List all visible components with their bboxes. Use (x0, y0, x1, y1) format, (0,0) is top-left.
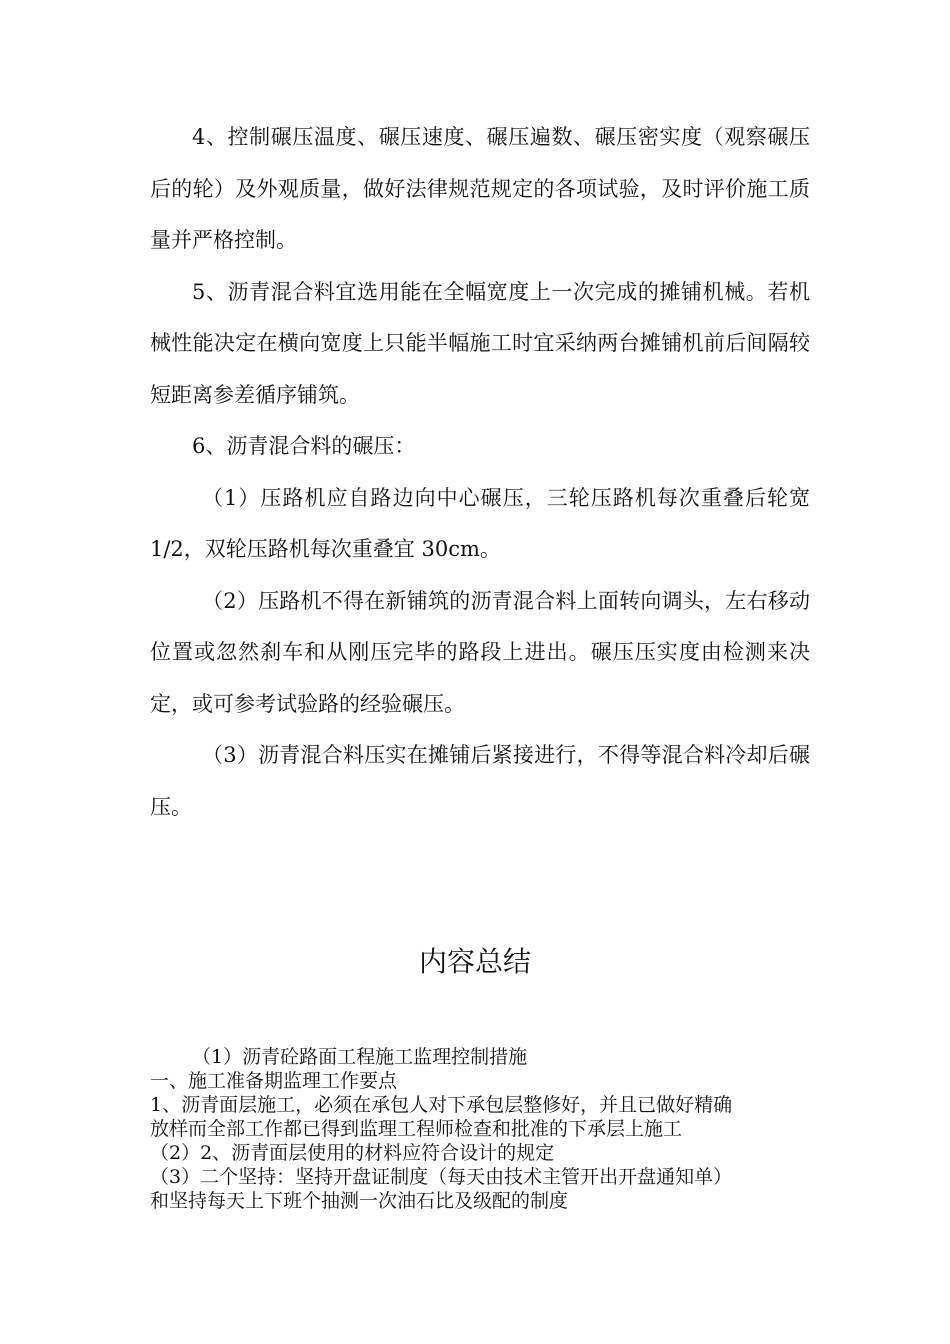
body-text (150, 112, 810, 833)
summary-line: （2）2、沥青面层使用的材料应符合设计的规定 (150, 1142, 555, 1164)
summary-block (150, 1045, 810, 1213)
paragraph-rolling-control: 4、控制碾压温度、碾压速度、碾压遍数、碾压密实度（观察碾压后的轮）及外观质量，做好法律规范规定的各项试验，及时评价施工质量并严格控制。 (150, 125, 810, 252)
summary-line: （1）沥青砼路面工程施工监理控制措施 (192, 1046, 528, 1068)
summary-line: 一、施工准备期监理工作要点 (150, 1070, 398, 1092)
summary-line: 放样而全部工作都已得到监理工程师检查和批准的下承层上施工 (150, 1118, 683, 1140)
paragraph-rolling-heading: 6、沥青混合料的碾压： (192, 434, 416, 458)
summary-line: 和坚持每天上下班个抽测一次油石比及级配的制度 (150, 1190, 569, 1212)
summary-title: 内容总结 (418, 945, 531, 978)
summary-line: 1、沥青面层施工，必须在承包人对下承包层整修好，并且已做好精确 (150, 1094, 733, 1116)
paragraph-paver-selection: 5、沥青混合料宜选用能在全幅宽度上一次完成的摊铺机械。若机械性能决定在横向宽度上只能半幅施工时宜采纳两台摊铺机前后间隔较短距离参差循序铺筑。 (150, 279, 810, 407)
summary-line: （3）二个坚持：坚持开盘证制度（每天由技术主管开出开盘通知单） (150, 1166, 733, 1188)
paragraph-rolling-item-2: （2）压路机不得在新铺筑的沥青混合料上面转向调头，左右移动位置或忽然刹车和从刚压完毕的路段上进出。碾压压实度由检测来决定，或可参考试验路的经验碾压。 (150, 588, 810, 716)
paragraph-rolling-item-1: （1）压路机应自路边向中心碾压，三轮压路机每次重叠后轮宽 1/2，双轮压路机每次重叠宜 30cm。 (150, 485, 810, 561)
paragraph-rolling-item-3: （3）沥青混合料压实在摊铺后紧接进行，不得等混合料冷却后碾压。 (150, 743, 810, 819)
